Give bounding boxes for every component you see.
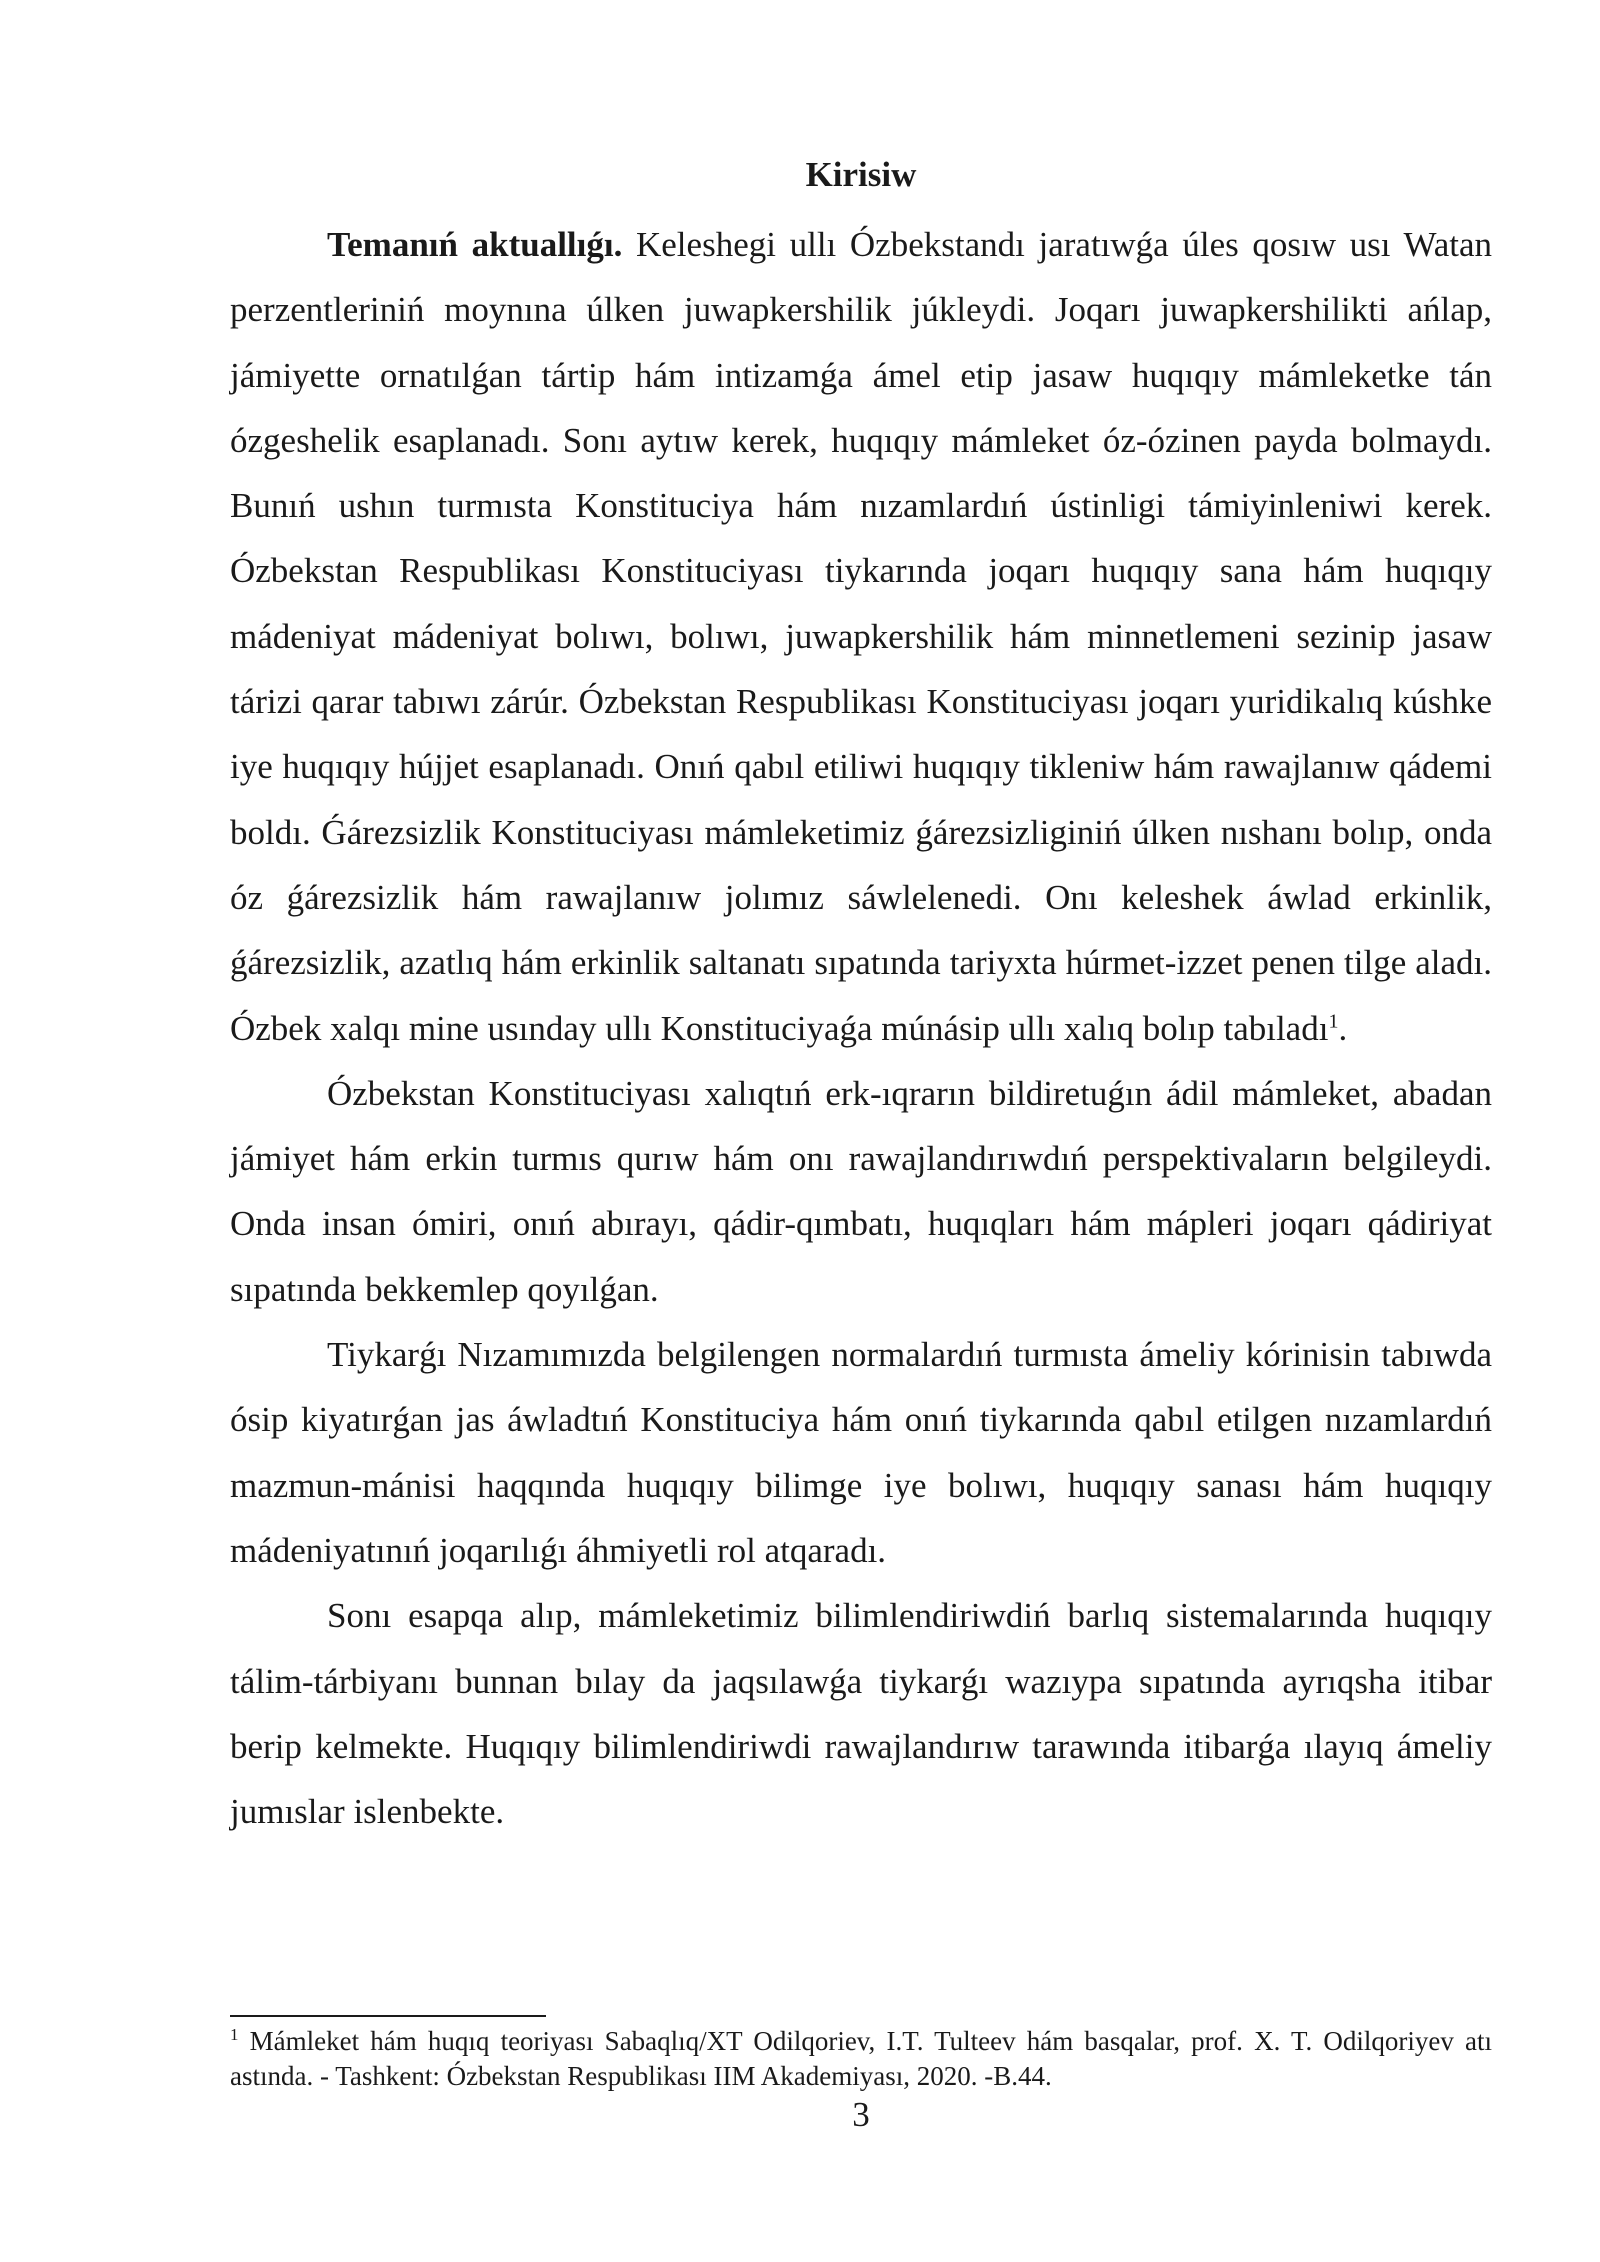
paragraph-1-lead: Temanıń aktuallıǵı. (327, 225, 623, 264)
footnote-separator (230, 2015, 546, 2017)
section-heading: Kirisiw (805, 155, 917, 194)
paragraph-3: Tiykarǵı Nızamımızda belgilengen normalardıń turmısta ámeliy kórinisin tabıwda ósip kiyatırǵan jas áwladtıń Konstituciya hám onıń tiykarında qabıl etilgen nızamlardıń mazmun-mánisi haqqında huqıqıy bilimge iye bolıwı, huqıqıy sanası hám huqıqıy mádeniyatınıń joqarılıǵı áhmiyetli rol atqaradı. (230, 1335, 1492, 1570)
page-number: 3 (852, 2095, 870, 2134)
footnote-text: Mámleket hám huqıq teoriyası Sabaqlıq/XT Odilqoriev, I.T. Tulteev hám basqalar, prof. X. T. Odilqoriyev atı astında. - Tashkent: Ózbekstan Respublikası IIM Akademiyası, 2020. -B.44. (230, 2026, 1492, 2091)
footnote-reference[interactable]: 1 (1328, 1009, 1339, 1032)
paragraph-2: Ózbekstan Konstituciyası xalıqtıń erk-ıqrarın bildiretuǵın ádil mámleket, abadan jámiyet hám erkin turmıs qurıw hám onı rawajlandırıwdıń perspektivaların belgileydi. Onda insan ómiri, onıń abırayı, qádir-qımbatı, huqıqları hám mápleri joqarı qádiriyat sıpatında bekkemlep qoyılǵan. (230, 1073, 1492, 1309)
document-body (230, 150, 1492, 1844)
paragraph-4: Sonı esapqa alıp, mámleketimiz bilimlendiriwdiń barlıq sistemalarında huqıqıy tálim-tárbiyanı bunnan bılay da jaqsılawǵa tiykarǵı wazıypa sıpatında ayrıqsha itibar berip kelmekte. Huqıqıy bilimlendiriwdi rawajlandırıw tarawında itibarǵa ılayıq ámeliy jumıslar islenbekte. (230, 1596, 1492, 1832)
paragraph-1-text: Keleshegi ullı Ózbekstandı jaratıwǵa úles qosıw usı Watan perzentleriniń moynına úlken juwapkershilik júkleydi. Joqarı juwapkershilikti ańlap, jámiyette ornatılǵan tártip hám intizamǵa ámel etip jasaw huqıqıy mámleketke tán ózgeshelik esaplanadı. Sonı aytıw kerek, huqıqıy mámleket óz-ózinen payda bolmaydı. Bunıń ushın turmısta Konstituciya hám nızamlardıń ústinligi támiyinleniwi kerek. Ózbekstan Respublikası Konstituciyası tiykarında joqarı huqıqıy sana hám huqıqıy mádeniyat mádeniyat bolıwı, bolıwı, juwapkershilik hám minnetlemeni sezinip jasaw tárizi qarar tabıwı zárúr. Ózbekstan Respublikası Konstituciyası joqarı yuridikalıq kúshke iye huqıqıy hújjet esaplanadı. Onıń qabıl etiliwi huqıqıy tikleniw hám rawajlanıw qádemi boldı. Ǵárezsizlik Konstituciyası mámleketimiz ǵárezsizliginiń úlken nıshanı bolıp, onda óz ǵárezsizlik hám rawajlanıw jolımız sáwlelenedi. Onı keleshek áwlad erkinlik, ǵárezsizlik, azatlıq hám erkinlik saltanatı sıpatında tariyxta húrmet-izzet penen tilge aladı. Ózbek xalqı mine usınday ullı Konstituciyaǵa múnásip ullı xalıq bolıp tabıladı (230, 225, 1492, 1048)
paragraph-1-end: . (1338, 1008, 1348, 1048)
footnote-mark: 1 (230, 2025, 239, 2044)
footnote (230, 2024, 1492, 2094)
paragraph-1 (230, 212, 1492, 1061)
